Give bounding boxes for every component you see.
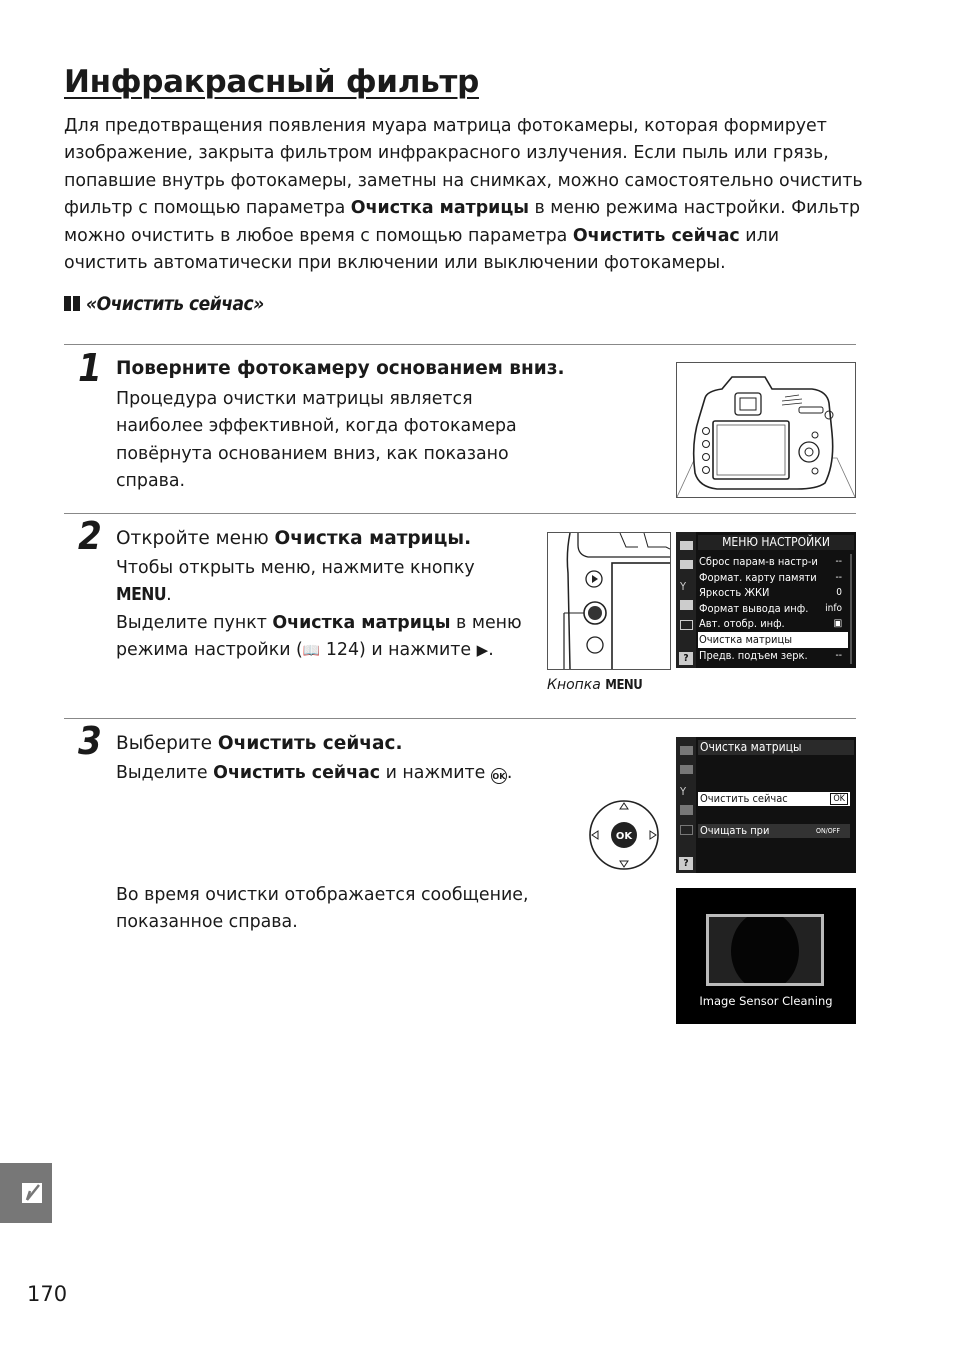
step-3-number: 3 bbox=[78, 719, 102, 763]
sensor-dark-circle bbox=[731, 914, 799, 986]
setup-menu-item-label: Авт. отобр. инф. bbox=[699, 617, 785, 631]
retouch-tab-icon bbox=[680, 805, 693, 815]
clean-now-item[interactable]: Очистить сейчас OK bbox=[698, 792, 850, 806]
setup-menu-item[interactable] bbox=[698, 554, 848, 570]
setup-menu-item-label: Сброс парам-в настр-и bbox=[699, 555, 818, 568]
divider-step-1 bbox=[64, 344, 856, 345]
setup-menu-item[interactable] bbox=[698, 585, 848, 601]
setup-menu-item-value: info bbox=[825, 602, 842, 614]
section-marker-icon-2 bbox=[73, 296, 80, 311]
setup-section-tab bbox=[0, 1163, 52, 1223]
setup-menu-item[interactable] bbox=[698, 570, 848, 586]
cleaning-message: Image Sensor Cleaning bbox=[699, 994, 833, 1008]
setup-menu-item[interactable] bbox=[698, 632, 848, 648]
step-3-cleaning-note: Во время очистки отображается сообщение, показанное справа. bbox=[116, 885, 529, 933]
setup-menu-item-value: -- bbox=[835, 571, 842, 583]
setup-menu-title: МЕНЮ НАСТРОЙКИ bbox=[698, 535, 854, 550]
on-off-icon: ON/OFF bbox=[816, 827, 840, 835]
step-2-number: 2 bbox=[78, 514, 102, 558]
camera-side-icon bbox=[548, 533, 670, 669]
setup-menu-item-label: Формат. карту памяти bbox=[699, 570, 817, 584]
divider-step-2 bbox=[64, 513, 856, 514]
help-icon: ? bbox=[679, 652, 693, 665]
setup-menu-item-label: Яркость ЖКИ bbox=[699, 586, 770, 600]
page-title: Инфракрасный фильтр bbox=[64, 64, 479, 100]
shooting-tab-icon bbox=[680, 560, 693, 569]
setup-menu-list bbox=[698, 554, 848, 663]
setup-menu-item[interactable] bbox=[698, 601, 848, 617]
retouch-tab-icon bbox=[680, 600, 693, 610]
multi-selector-illustration bbox=[588, 799, 660, 871]
recent-tab-icon bbox=[680, 620, 693, 630]
menu-scrollbar bbox=[850, 554, 852, 664]
recent-tab-icon bbox=[680, 825, 693, 835]
multi-selector-icon bbox=[588, 799, 660, 871]
setup-tab-icon: Y bbox=[680, 580, 687, 593]
setup-wrench-icon bbox=[0, 1163, 52, 1223]
section-marker-icon bbox=[64, 296, 71, 311]
playback-tab-icon bbox=[680, 746, 693, 755]
step-3-body: Выделите Очистить сейчас и нажмите OK. bbox=[116, 763, 513, 783]
setup-menu-item[interactable] bbox=[698, 648, 848, 664]
right-arrow-icon: ▶ bbox=[476, 641, 489, 660]
svg-text:OK: OK bbox=[615, 831, 633, 842]
step-1-body: Процедура очистки матрицы является наиболее эффективной, когда фотокамера повёрнута основанием вниз, как показано справа. bbox=[116, 389, 517, 492]
step-2-heading: Откройте меню Очистка матрицы. bbox=[116, 528, 472, 549]
ok-button-glyph: OK bbox=[491, 768, 507, 784]
section-heading: «Очистить сейчас» bbox=[64, 293, 264, 315]
setup-menu-item-value: -- bbox=[835, 556, 842, 567]
page-number: 170 bbox=[27, 1282, 68, 1306]
book-reference-icon: 📖 bbox=[302, 643, 321, 660]
camera-back-illustration bbox=[676, 362, 856, 498]
setup-tab-icon: Y bbox=[680, 785, 687, 798]
setup-menu-item-label: Формат вывода инф. bbox=[699, 601, 809, 615]
camera-back-icon bbox=[677, 363, 855, 497]
shooting-tab-icon bbox=[680, 765, 693, 774]
clean-at-item[interactable]: Очищать при ON/OFF bbox=[698, 824, 850, 838]
clean-menu-screen bbox=[676, 737, 856, 873]
setup-menu-item-value: -- bbox=[835, 633, 842, 645]
step-2-body: Чтобы открыть меню, нажмите кнопку MENU. Выделите пункт Очистка матрицы в меню режима настройки (📖 124) и нажмите ▶. bbox=[116, 558, 522, 661]
setup-menu-item-value: ▣ bbox=[833, 618, 842, 630]
setup-menu-item[interactable] bbox=[698, 616, 848, 632]
menu-tab-column-2 bbox=[676, 737, 696, 873]
step-3-heading: Выберите Очистить сейчас. bbox=[116, 733, 403, 754]
step-1-number: 1 bbox=[78, 346, 102, 390]
intro-paragraph: Для предотвращения появления муара матрица фотокамеры, которая формирует изображение, закрыта фильтром инфракрасного излучения. Если пыль или грязь, попавшие внутрь фотокамеры, заметны на снимках, можно самостоятельно очистить фильтр с помощью параметра Очистка матрицы в меню режима настройки. Фильтр можно очистить в любое время с помощью параметра Очистить сейчас или очистить автоматически при включении или выключении фотокамеры. bbox=[64, 116, 863, 274]
sensor-frame bbox=[706, 914, 824, 986]
setup-menu-screen bbox=[676, 532, 856, 668]
ok-badge: OK bbox=[830, 793, 848, 805]
playback-tab-icon bbox=[680, 541, 693, 550]
menu-button-caption: Кнопка MENU bbox=[547, 677, 643, 693]
divider-step-3 bbox=[64, 718, 856, 719]
help-icon: ? bbox=[679, 857, 693, 870]
clean-menu-title: Очистка матрицы bbox=[698, 740, 854, 755]
camera-menu-button-illustration bbox=[547, 532, 671, 670]
cleaning-screen bbox=[676, 888, 856, 1024]
setup-menu-item-label: Очистка матрицы bbox=[699, 632, 793, 646]
menu-tab-column bbox=[676, 532, 696, 668]
setup-menu-item-value: 0 bbox=[836, 587, 842, 599]
setup-menu-item-value: -- bbox=[835, 649, 842, 661]
setup-menu-item-label: Предв. подъем зерк. bbox=[699, 648, 808, 662]
step-1-heading: Поверните фотокамеру основанием вниз. bbox=[116, 358, 565, 379]
menu-button-glyph: MENU bbox=[116, 585, 167, 606]
